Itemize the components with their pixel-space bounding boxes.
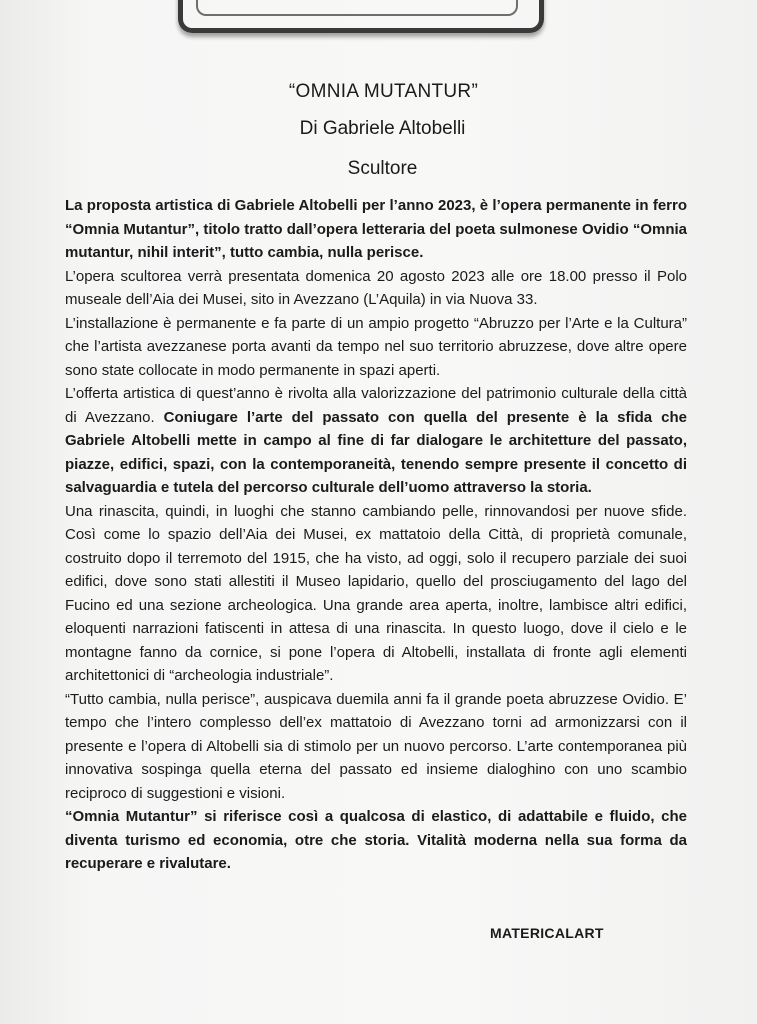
paragraph-presentation: L’opera scultorea verrà presentata domenica 20 agosto 2023 alle ore 18.00 presso il Polo museale dell’Aia dei Musei, sito in Avezzano (L’Aquila) in via Nuova 33. <box>65 267 687 308</box>
paragraph-intro: La proposta artistica di Gabriele Altobelli per l’anno 2023, è l’opera permanente in ferro “Omnia Mutantur”, titolo tratto dall’opera letteraria del poeta sulmonese Ovidio “Omnia mutantur, nihil interit”, tutto cambia, nulla perisce. <box>65 197 687 261</box>
paragraph-offer <box>65 382 687 500</box>
signature: MATERICALART <box>490 925 604 941</box>
document-body <box>65 194 687 876</box>
author-byline: Di Gabriele Altobelli <box>299 118 466 139</box>
document-title: “OMNIA MUTANTUR” <box>288 81 479 102</box>
paragraph-offer-text: L’offerta artistica di quest’anno è rivolta alla valorizzazione del patrimonio culturale della città di Avezzano. <box>65 385 687 426</box>
paragraph-conclusion: “Omnia Mutantur” si riferisce così a qualcosa di elastico, di adattabile e fluido, che diventa turismo ed economia, otre che storia. Vitalità moderna nella sua forma da recuperare e rivalutare. <box>65 808 687 872</box>
paragraph-installation: L’installazione è permanente e fa parte di un ampio progetto “Abruzzo per l’Arte e la Cultura” che l’artista avezzanese porta avanti da tempo nel suo territorio abruzzese, dove altre opere sono state collocate in modo permanente in spazi aperti. <box>65 314 687 379</box>
paragraph-offer-emphasis: Coniugare l’arte del passato con quella del presente è la sfida che Gabriele Altobelli mette in campo al fine di far dialogare le architetture del passato, piazze, edifici, spazi, con la contemporaneità, tenendo sempre presente il concetto di salvaguardia e tutela del percorso culturale dell’uomo attraverso la storia. <box>65 408 687 496</box>
paper-clip-inner-wire <box>196 0 518 16</box>
author-role: Scultore <box>347 158 418 179</box>
paragraph-ovid-quote: “Tutto cambia, nulla perisce”, auspicava duemila anni fa il grande poeta abruzzese Ovidio. E’ tempo che l’intero complesso dell’ex mattatoio di Avezzano torni ad armonizzarsi con il presente e l’opera di Altobelli sia di stimolo per un nuovo percorso. L’arte contemporanea più innovativa sospinga quella eterna del passato ed insieme dialoghino con uno scambio reciproco di suggestioni e visioni. <box>65 690 687 802</box>
paragraph-rebirth: Una rinascita, quindi, in luoghi che stanno cambiando pelle, rinnovandosi per nuove sfide. Così come lo spazio dell’Aia dei Musei, ex mattatoio della Città, di proprietà comunale, costruito dopo il terremoto del 1915, che ha visto, ad oggi, solo il recupero parziale dei suoi edifici, dove sono stati allestiti il Museo lapidario, quello del prosciugamento del lago del Fucino ed una sezione archeologica. Una grande area aperta, inoltre, lambisce altri edifici, eloquenti narrazioni fatiscenti in attesa di una rinascita. In questo luogo, dove il cielo e le montagne fanno da cornice, si pone l’opera di Altobelli, installata di fronte agli elementi architettonici di “archeologia industriale”. <box>65 502 687 684</box>
